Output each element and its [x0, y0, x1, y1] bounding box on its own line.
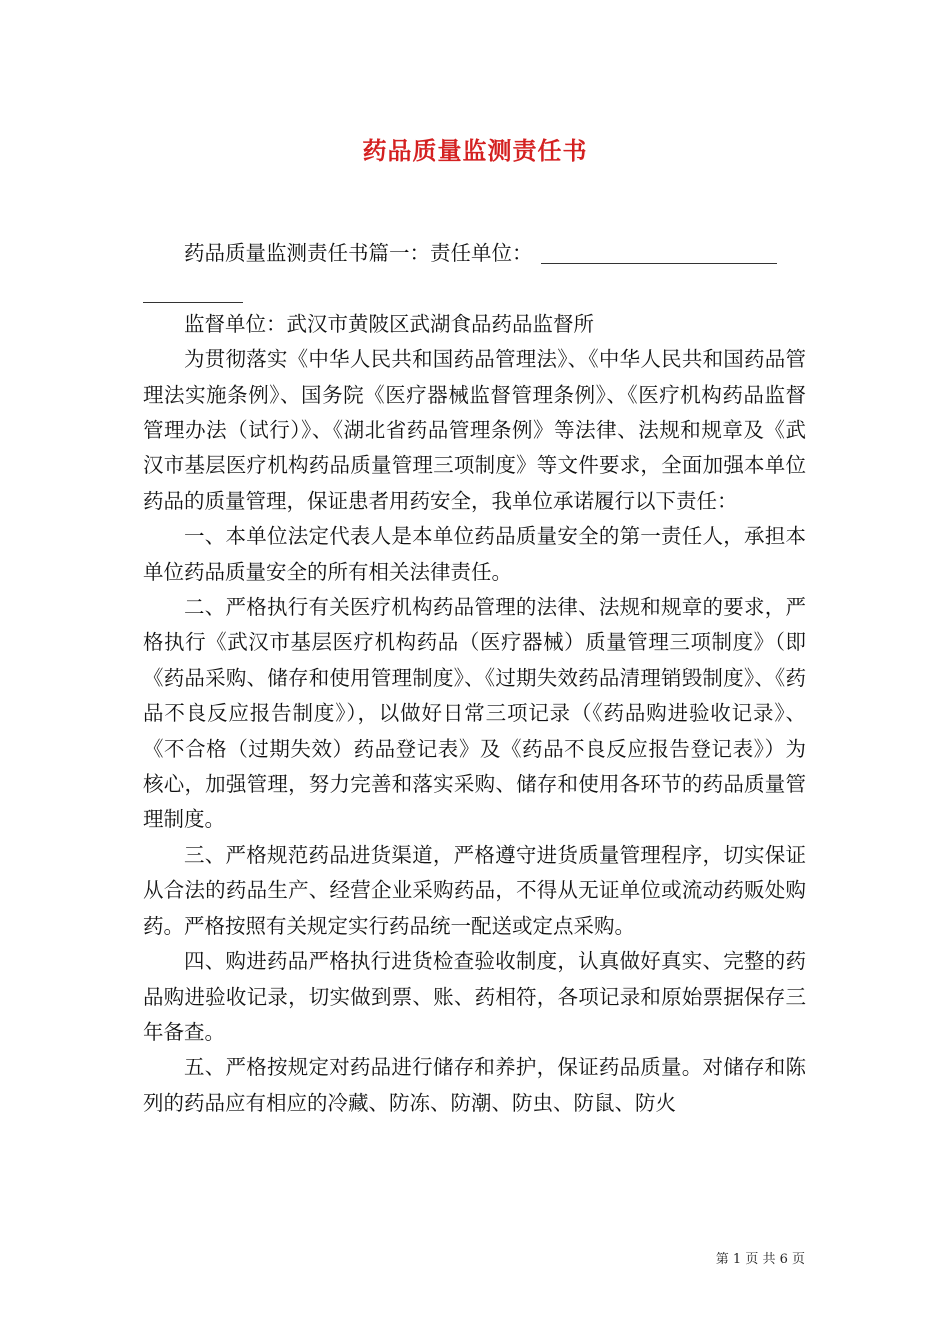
paragraph-item-2: 二、严格执行有关医疗机构药品管理的法律、法规和规章的要求，严格执行《武汉市基层医疗机构药品（医疗器械）质量管理三项制度》（即《药品采购、储存和使用管理制度》、《过期失效药品清理销毁制度》、《药品不良反应报告制度》），以做好日常三项记录（《药品购进验收记录》、《不合格（过期失效）药品登记表》及《药品不良反应报告登记表》）为核心，加强管理，努力完善和落实采购、储存和使用各环节的药品质量管理制度。 [143, 595, 806, 832]
paragraph-item-3: 三、严格规范药品进货渠道，严格遵守进货质量管理程序，切实保证从合法的药品生产、经营企业采购药品，不得从无证单位或流动药贩处购药。严格按照有关规定实行药品统一配送或定点采购。 [143, 842, 806, 938]
paragraph-item-5: 五、严格按规定对药品进行储存和养护，保证药品质量。对储存和陈列的药品应有相应的冷藏、防冻、防潮、防虫、防鼠、防火 [143, 1055, 806, 1115]
supervisor-line: 监督单位：武汉市黄陂区武湖食品药品监督所 [184, 311, 594, 336]
paragraph-item-4: 四、购进药品严格执行进货检查验收制度，认真做好真实、完整的药品购进验收记录，切实做到票、账、药相符，各项记录和原始票据保存三年备查。 [143, 949, 806, 1044]
paragraph-item-1: 一、本单位法定代表人是本单位药品质量安全的第一责任人，承担本单位药品质量安全的所有相关法律责任。 [143, 524, 806, 584]
paragraph-preamble: 为贯彻落实《中华人民共和国药品管理法》、《中华人民共和国药品管理法实施条例》、国务院《医疗器械监督管理条例》、《医疗机构药品监督管理办法（试行）》、《湖北省药品管理条例》等法律、法规和规章及《武汉市基层医疗机构药品质量管理三项制度》等文件要求，全面加强本单位药品的质量管理，保证患者用药安全，我单位承诺履行以下责任： [143, 347, 806, 513]
responsible-unit-blank-continuation [143, 271, 243, 306]
responsible-unit-blank [541, 241, 777, 264]
intro-paragraph [143, 236, 806, 271]
page-number-footer: 第 1 页 共 6 页 [715, 1252, 805, 1267]
document-body [143, 236, 806, 1121]
intro-line-text: 药品质量监测责任书篇一：责任单位： [184, 241, 533, 265]
document-title: 药品质量监测责任书 [362, 136, 588, 165]
